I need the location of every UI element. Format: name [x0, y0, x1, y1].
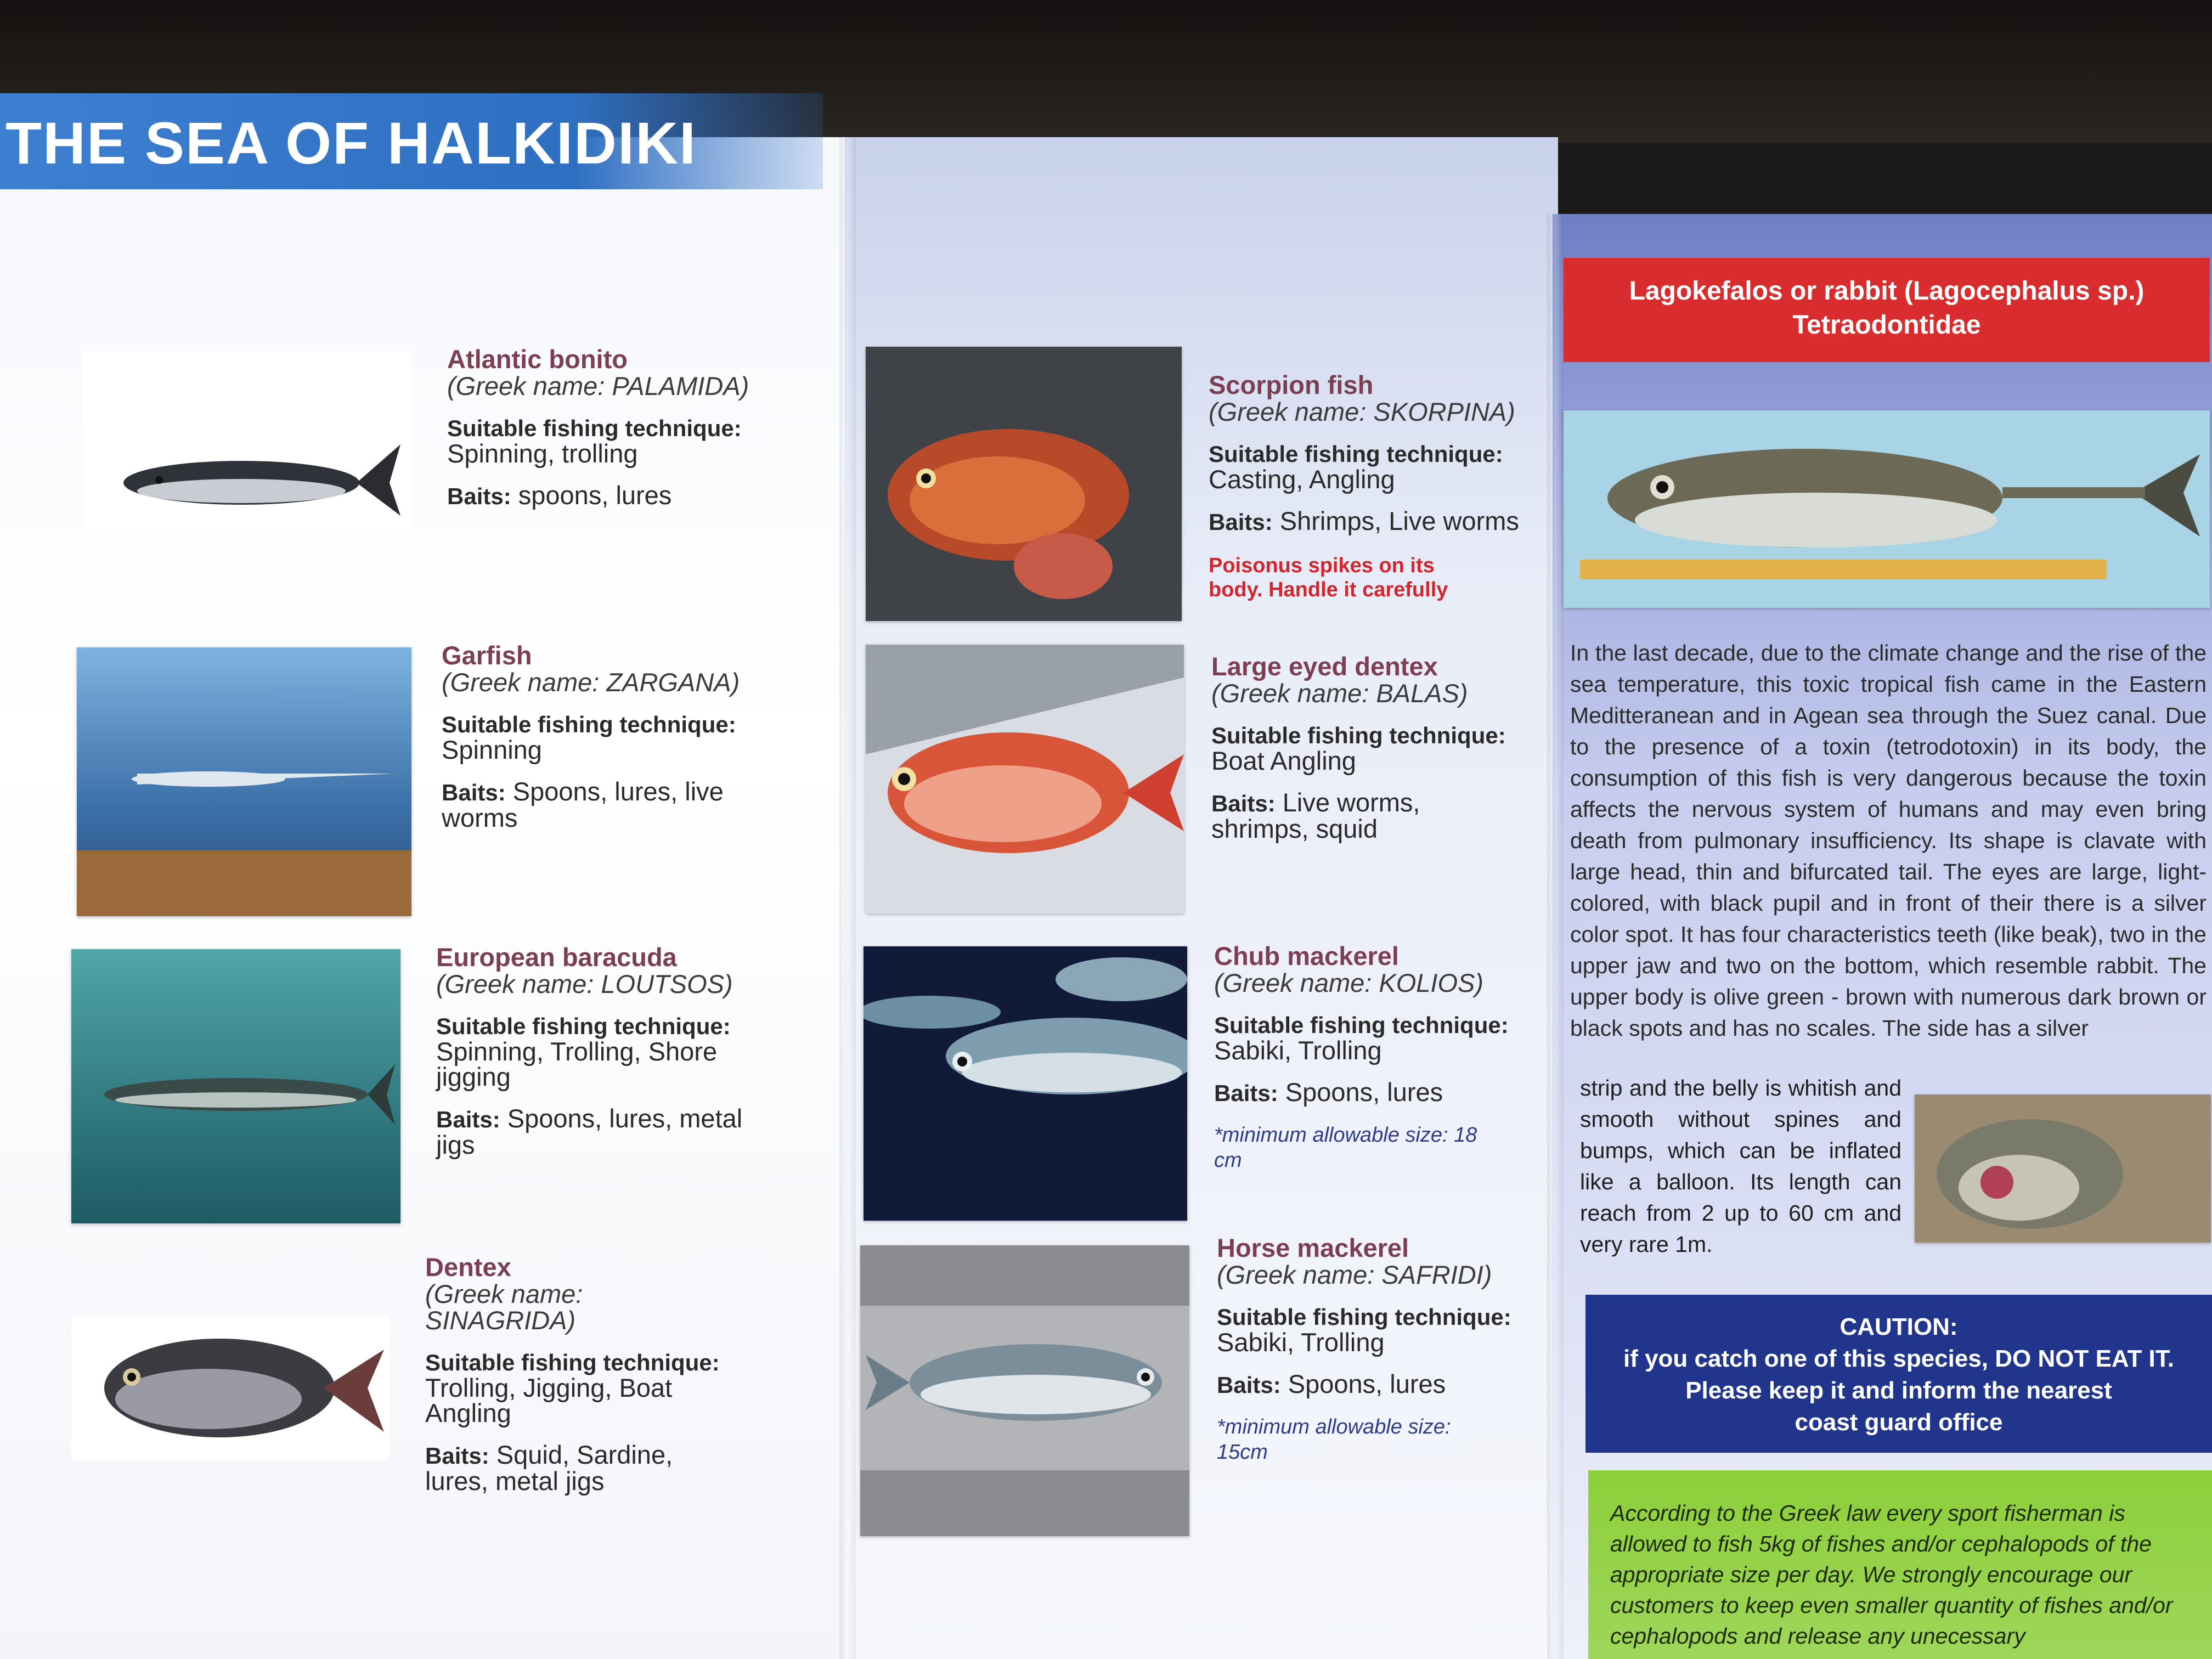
baits-label: Baits:	[442, 780, 506, 805]
scorpion-fish-photo	[866, 347, 1182, 621]
greek-name: (Greek name: KOLIOS)	[1214, 968, 1484, 997]
greek-name: (Greek name: SAFRIDI)	[1217, 1260, 1492, 1289]
greek-name: (Greek name: SINAGRIDA)	[425, 1279, 583, 1335]
baits-value: spoons, lures	[518, 481, 672, 510]
fish-entry	[1217, 1234, 1557, 1465]
caution-box	[1585, 1295, 2212, 1453]
baits-value: Live worms, shrimps, squid	[1211, 788, 1420, 843]
fish-name: Atlantic bonito	[447, 345, 628, 374]
greek-name: (Greek name: ZARGANA)	[442, 668, 740, 697]
fish-entry	[1209, 371, 1549, 602]
fish-name: Dentex	[425, 1252, 511, 1282]
fish-entry	[447, 346, 809, 509]
fold-crease	[1547, 214, 1564, 1659]
large-eyed-dentex-photo	[866, 645, 1184, 913]
title-banner	[0, 93, 823, 189]
minimum-size-note: *minimum allowable size: 15cm	[1217, 1415, 1451, 1464]
technique-value: Boat Angling	[1211, 746, 1356, 775]
chub-mackerel-photo	[864, 946, 1187, 1221]
fish-name: Scorpion fish	[1209, 370, 1374, 399]
greek-name: (Greek name: BALAS)	[1211, 679, 1468, 708]
greek-name: (Greek name: LOUTSOS)	[436, 969, 733, 998]
technique-value: Trolling, Jigging, Boat Angling	[425, 1373, 673, 1427]
technique-label: Suitable fishing technique:	[436, 1013, 731, 1039]
technique-label: Suitable fishing technique:	[425, 1350, 720, 1375]
european-barracuda-photo	[71, 949, 400, 1223]
fishing-law-box	[1588, 1470, 2212, 1659]
fish-entry	[1214, 943, 1554, 1173]
baits-label: Baits:	[447, 483, 511, 509]
technique-label: Suitable fishing technique:	[442, 712, 736, 737]
species-family: Tetraodontidae	[1792, 311, 1981, 340]
atlantic-bonito-photo	[82, 351, 411, 532]
technique-value: Sabiki, Trolling	[1217, 1328, 1385, 1357]
species-title: Lagokefalos or rabbit (Lagocephalus sp.)	[1629, 276, 2145, 306]
baits-value: Spoons, lures	[1285, 1077, 1443, 1107]
baits-label: Baits:	[436, 1107, 500, 1132]
fish-name: Chub mackerel	[1214, 941, 1399, 970]
baits-value: Spoons, lures	[1288, 1369, 1446, 1398]
caution-line: if you catch one of this species, DO NOT EAT IT.	[1623, 1345, 2174, 1372]
technique-value: Sabiki, Trolling	[1214, 1036, 1382, 1065]
baits-value: Shrimps, Live worms	[1279, 506, 1519, 535]
dentex-photo	[71, 1317, 390, 1459]
species-description-continued: strip and the belly is whitish and smooth without spines and bumps, which can be inflated like a balloon. Its length can reach from 2 up to 60 cm and very rare 1m.	[1580, 1075, 1901, 1257]
caution-title: CAUTION:	[1839, 1313, 1958, 1340]
caution-line: coast guard office	[1795, 1409, 2003, 1436]
inflated-pufferfish-photo	[1915, 1094, 2211, 1243]
greek-name: (Greek name: SKORPINA)	[1209, 397, 1515, 426]
greek-name: (Greek name: PALAMIDA)	[447, 371, 749, 400]
page-title: THE SEA OF HALKIDIKI	[5, 110, 697, 176]
fish-name: Garfish	[442, 641, 532, 670]
fish-entry	[436, 944, 787, 1158]
technique-label: Suitable fishing technique:	[1217, 1304, 1511, 1330]
technique-label: Suitable fishing technique:	[447, 415, 742, 441]
baits-label: Baits:	[1217, 1372, 1281, 1398]
fish-entry	[1211, 653, 1551, 842]
fold-crease	[839, 137, 856, 1659]
caution-line: Please keep it and inform the nearest	[1685, 1377, 2112, 1404]
fish-name: Large eyed dentex	[1211, 652, 1438, 681]
technique-label: Suitable fishing technique:	[1209, 441, 1503, 467]
fish-entry	[442, 642, 804, 831]
poison-warning: Poisonus spikes on its body. Handle it carefully	[1209, 554, 1448, 601]
baits-value: Spoons, lures, metal jigs	[436, 1104, 743, 1159]
baits-label: Baits:	[1209, 509, 1273, 535]
technique-value: Spinning, trolling	[447, 439, 638, 468]
species-title-box	[1564, 258, 2210, 362]
baits-value: Spoons, lures, live worms	[442, 777, 724, 832]
technique-value: Spinning, Trolling, Shore jigging	[436, 1037, 718, 1091]
technique-label: Suitable fishing technique:	[1211, 723, 1506, 748]
garfish-photo	[77, 647, 411, 916]
minimum-size-note: *minimum allowable size: 18 cm	[1214, 1124, 1477, 1172]
technique-value: Spinning	[442, 735, 542, 764]
fish-name: European baracuda	[436, 943, 677, 972]
baits-value: Squid, Sardine, lures, metal jigs	[425, 1440, 673, 1496]
baits-label: Baits:	[1214, 1080, 1278, 1106]
horse-mackerel-photo	[860, 1245, 1189, 1536]
baits-label: Baits:	[1211, 791, 1276, 816]
technique-value: Casting, Angling	[1209, 465, 1395, 494]
species-description: In the last decade, due to the climate change and the rise of the sea temperature, this toxic tropical fish came in the Eastern Meditteranean and in Agean sea through the Suez canal. Due to the presence of a toxin (tetrodotoxin) in its body, the consumption of this fish is very dangerous because the toxin affects the nervous system of humans and may even bring death from pulmonary insufficiency. Its shape is clavate with large head, thin and bifurcated tail. The eyes are large, light-colored, with black pupil and in front of their there is a silver color spot. It has four characteristics teeth (like beak), two in the upper jaw and two on the bottom, which resemble rabbit. The upper body is olive green - brown with numerous dark brown or black spots and has no scales. The side has a silver	[1570, 640, 2207, 1041]
technique-label: Suitable fishing technique:	[1214, 1012, 1509, 1038]
fish-name: Horse mackerel	[1217, 1233, 1409, 1262]
baits-label: Baits:	[425, 1443, 489, 1469]
lagocephalus-photo	[1564, 410, 2210, 608]
fish-entry	[425, 1254, 765, 1494]
fishing-law-text: According to the Greek law every sport fisherman is allowed to fish 5kg of fishes and/or cephalopods of the appropriate size per day. We strongly encourage our customers to keep even smaller quantity of fishes and/or cephalopods and release any unecessary	[1610, 1500, 2173, 1649]
